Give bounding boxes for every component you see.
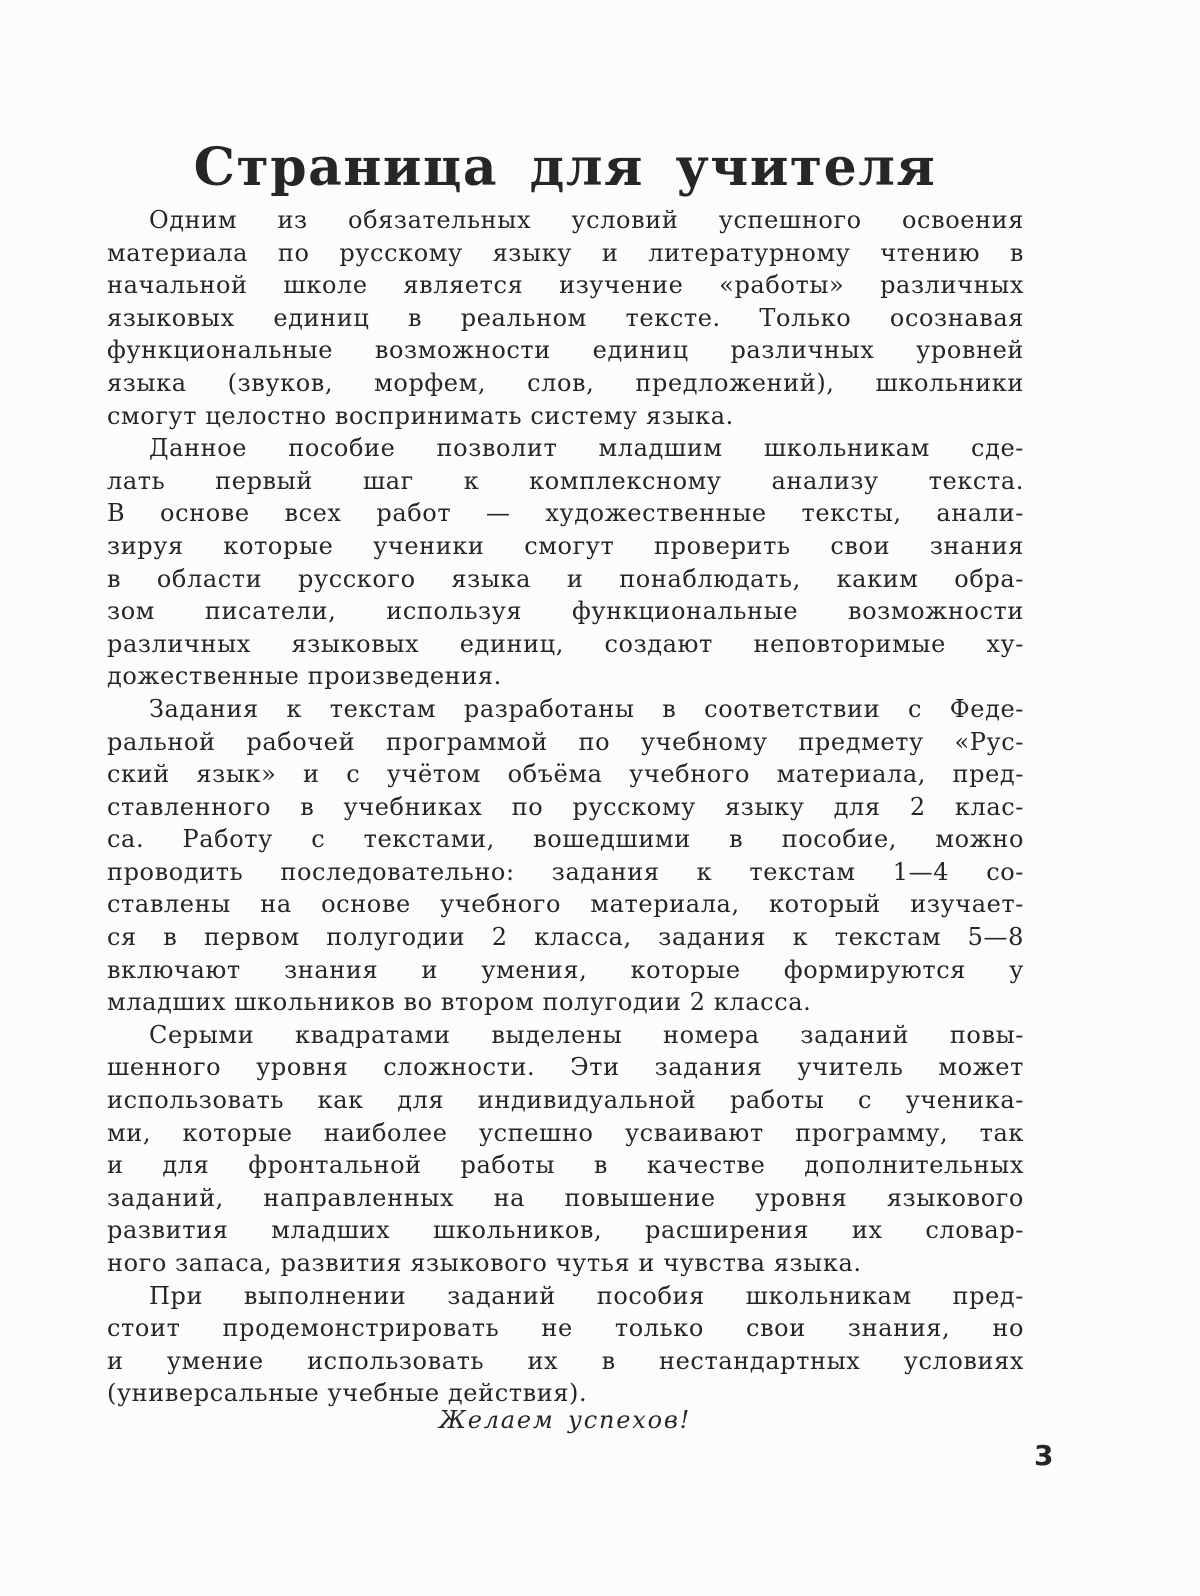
text-line: При выполнении заданий пособия школьникам пред- <box>149 1281 1024 1310</box>
text-line: и для фронтальной работы в качестве дополнительных <box>107 1151 1024 1180</box>
text-line: заданий, направленных на повышение уровня языкового <box>107 1183 1024 1212</box>
text-line: различных языковых единиц, создают неповторимые ху- <box>107 629 1024 658</box>
page-number: 3 <box>1034 1439 1054 1472</box>
closing-wish: Желаем успехов! <box>438 1406 692 1434</box>
text-line: в области русского языка и понаблюдать, каким обра- <box>107 564 1024 593</box>
paragraph <box>107 204 1024 432</box>
text-line: са. Работу с текстами, вошедшими в пособие, можно <box>107 825 1024 854</box>
text-line: зируя которые ученики смогут проверить свои знания <box>107 531 1024 560</box>
text-line: включают знания и умения, которые формируются у <box>107 955 1024 984</box>
text-line: языка (звуков, морфем, слов, предложений), школьники <box>107 368 1024 397</box>
text-line: ский язык» и с учётом объёма учебного материала, пред- <box>107 760 1024 789</box>
text-line: Одним из обязательных условий успешного освоения <box>149 206 1024 234</box>
text-line: лать первый шаг к комплексному анализу текста. <box>107 466 1024 495</box>
text-line: ми, которые наиболее успешно усваивают программу, так <box>107 1118 1024 1147</box>
text-line: В основе всех работ — художественные тексты, анали- <box>107 499 1024 528</box>
body-text <box>107 204 1024 1410</box>
text-line: смогут целостно воспринимать систему языка. <box>107 401 734 430</box>
paragraph <box>107 693 1024 1019</box>
text-line: (универсальные учебные действия). <box>107 1379 588 1408</box>
text-line: проводить последовательно: задания к текстам 1—4 со- <box>107 857 1024 886</box>
text-line: зом писатели, используя функциональные возможности <box>107 597 1024 626</box>
paragraph <box>107 1019 1024 1280</box>
text-line: шенного уровня сложности. Эти задания учитель может <box>107 1053 1024 1082</box>
paragraph <box>107 1280 1024 1410</box>
text-line: использовать как для индивидуальной работы с ученика- <box>107 1086 1024 1115</box>
text-line: начальной школе является изучение «работы» различных <box>107 271 1024 300</box>
paragraph <box>107 432 1024 693</box>
text-line: функциональные возможности единиц различных уровней <box>107 336 1024 365</box>
text-line: ставлены на основе учебного материала, который изучает- <box>107 890 1024 919</box>
text-line: Данное пособие позволит младшим школьникам сде- <box>149 434 1024 463</box>
text-line: и умение использовать их в нестандартных условиях <box>107 1346 1024 1375</box>
page-title: Страница для учителя <box>193 137 937 198</box>
text-line: дожественные произведения. <box>107 662 502 691</box>
text-line: стоит продемонстрировать не только свои знания, но <box>107 1314 1024 1343</box>
text-line: ральной рабочей программой по учебному предмету «Рус- <box>107 727 1024 756</box>
text-line: развития младших школьников, расширения их словар- <box>107 1216 1024 1245</box>
text-line: материала по русскому языку и литературному чтению в <box>107 238 1024 267</box>
text-line: ставленного в учебниках по русскому языку для 2 клас- <box>107 792 1024 821</box>
text-line: младших школьников во втором полугодии 2 класса. <box>107 988 812 1017</box>
text-line: ся в первом полугодии 2 класса, задания к текстам 5—8 <box>107 923 1024 952</box>
text-line: ного запаса, развития языкового чутья и чувства языка. <box>107 1249 862 1277</box>
text-line: языковых единиц в реальном тексте. Только осознавая <box>107 303 1024 332</box>
text-line: Задания к текстам разработаны в соответствии с Феде- <box>149 694 1024 723</box>
text-line: Серыми квадратами выделены номера заданий повы- <box>149 1020 1024 1049</box>
